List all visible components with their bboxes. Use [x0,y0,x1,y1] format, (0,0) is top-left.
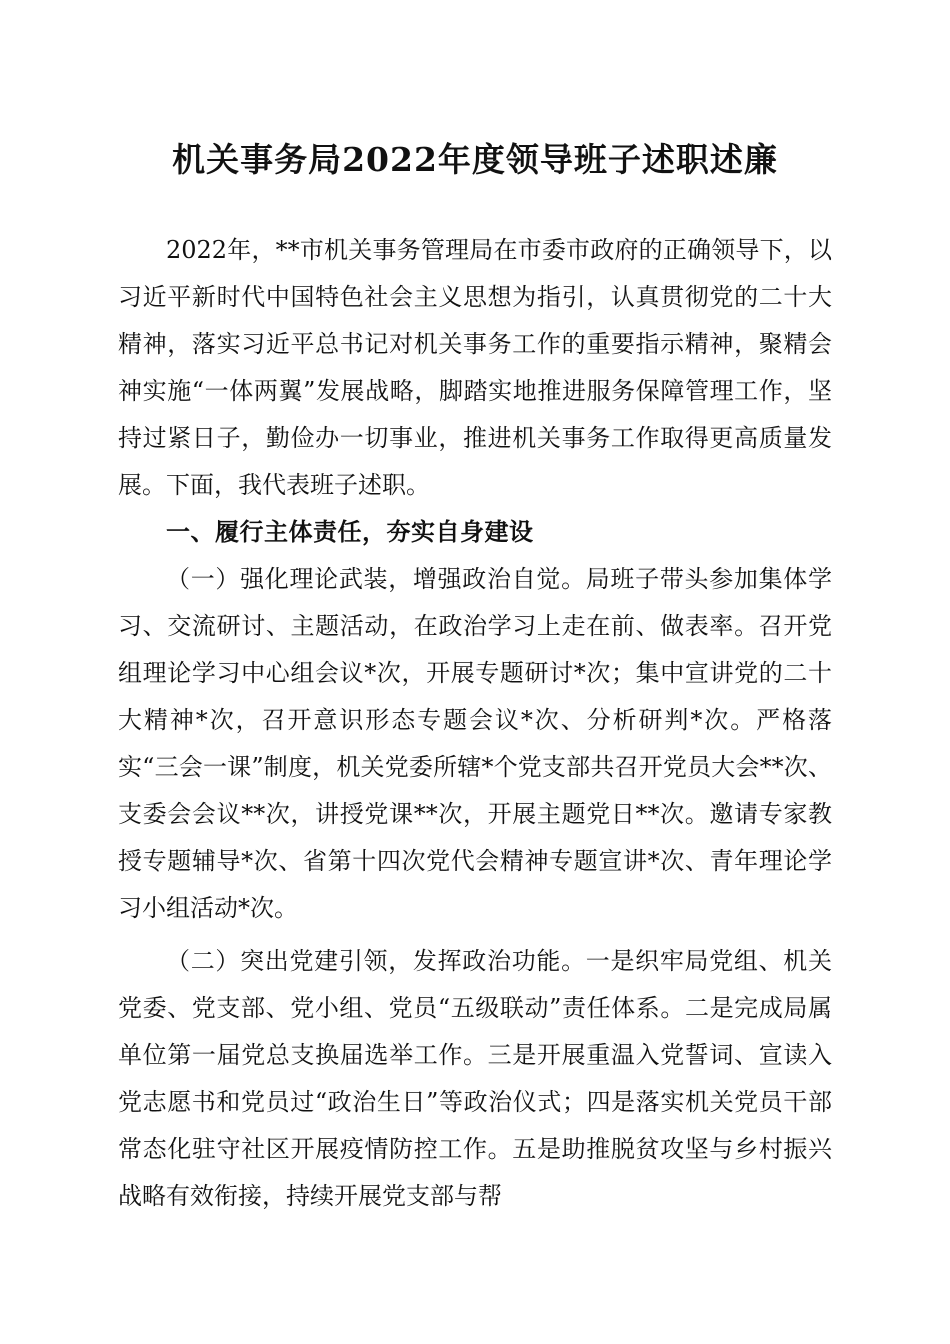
document-body [118,227,832,1220]
intro-paragraph: 2022年，**市机关事务管理局在市委市政府的正确领导下，以习近平新时代中国特色社会主义思想为指引，认真贯彻党的二十大精神，落实习近平总书记对机关事务工作的重要指示精神，聚精会神实施“一体两翼”发展战略，脚踏实地推进服务保障管理工作，坚持过紧日子，勤俭办一切事业，推进机关事务工作取得更高质量发展。下面，我代表班子述职。 [118,236,832,499]
subsection-paragraph-1: （一）强化理论武装，增强政治自觉。局班子带头参加集体学习、交流研讨、主题活动，在政治学习上走在前、做表率。召开党组理论学习中心组会议*次，开展专题研讨*次；集中宣讲党的二十大精神*次，召开意识形态专题会议*次、分析研判*次。严格落实“三会一课”制度，机关党委所辖*个党支部共召开党员大会**次、支委会会议**次，讲授党课**次，开展主题党日**次。邀请专家教授专题辅导*次、省第十四次党代会精神专题宣讲*次、青年理论学习小组活动*次。 [118,565,832,922]
document-title: 机关事务局2022年度领导班子述职述廉 [172,140,778,179]
section-heading-1: 一、履行主体责任，夯实自身建设 [166,518,534,546]
subsection-paragraph-2: （二）突出党建引领，发挥政治功能。一是织牢局党组、机关党委、党支部、党小组、党员“五级联动”责任体系。二是完成局属单位第一届党总支换届选举工作。三是开展重温入党誓词、宣读入党志愿书和党员过“政治生日”等政治仪式；四是落实机关党员干部常态化驻守社区开展疫情防控工作。五是助推脱贫攻坚与乡村振兴战略有效衔接，持续开展党支部与帮 [118,947,832,1210]
